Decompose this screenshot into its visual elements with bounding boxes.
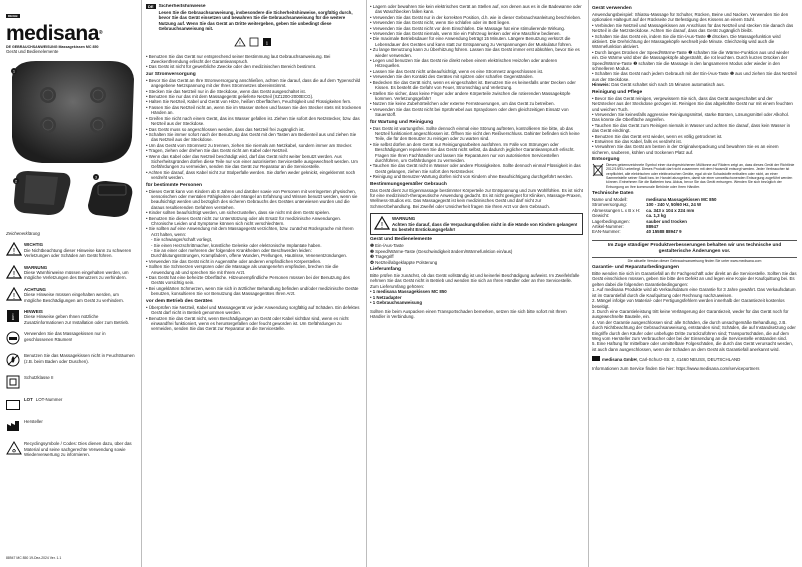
maintenance-bullet: • Das Gerät ist wartungsfrei. Sollte dennoch einmal eine Störung auftreten, kontrollieren Sie bitte, ob das Netzteil funktioniert angeschlossen ist. Öffnen Sie nicht den Reißverschluss. Dahinter befinden sich keine Teile, die für den Benutzer zu reinigen oder zu warten sind. [370,125,580,142]
use-text: • Durch langes Drücken der Speed/Wärme-Taste ❷ schalten Sie die Wärme-Funktion aus und wieder ein. Die Wärme wird über die Massageköpfe abgestrahlt, die rot leuchten. Durch kurzes Drücken der Speed/Wärme-Taste ❷ schalten Sie die Massage in den langsameren Modus oder wieder in den schnelleren Modus. [592,49,790,72]
manufacturer-address: medisana GmbH, Carl-Schurz-Str. 2, 41460 NEUSS, DEUTSCHLAND [592,356,797,362]
packaging-warning-row [374,216,579,232]
symbol-description [24,375,54,380]
svg-text:!: ! [239,41,241,47]
power-bullet: • Bevor Sie das Gerät an Ihre Stromversorgung anschließen, achten Sie darauf, dass die auf dem Typenschild angegebene Netzspannung mit der Ihres Stromnetzes übereinstimmt. [146,77,361,89]
symbol-row [6,287,136,303]
symbol-title: ACHTUNG [24,286,46,292]
persons-bullet: • Kinder sollten beaufsichtigt werden, um sicherzustellen, dass sie nicht mit dem Gerät spielen. [146,210,331,216]
warranty-item: 1. Auf medisana Produkte wird ab Verkaufsdatum eine Garantie für 3 Jahre gewährt. Das Verkaufsdatum ist im Garantiefall durch die Kaufquittung oder Rechnung nachzuweisen. [592,287,796,298]
symbol-row [6,353,136,369]
weee-bin-icon [592,163,604,182]
usage-bullet: • Die maximale Betriebsdauer für eine Anwendung beträgt 15 Minuten. Längere Benutzung verkürzt die Lebensdauer des Gerätes und kann statt zur Entspannung zu Verspannungen der Muskulatur führen. [370,36,572,47]
warning-icon [6,265,24,281]
scope-item: • 1 Netzadapter [370,294,402,300]
specs-table [592,197,722,235]
transport-damage-text: Sollten Sie beim Auspacken einen Transportschaden bemerken, setzen Sie sich bitte sofort mit Ihrem Händler in Verbindung. [370,308,567,319]
section-heading-controls: Gerät und Bedienelemente [370,237,432,243]
persons-subitem: - Sie schwanger/schaft vorliegt, [151,237,213,243]
section-heading-disposal: Entsorgung [592,157,620,163]
control-item: ❷ Speed/Wärme-Taste (Geschwindigkeit ändern/Wärmefunktion ein/aus) [370,248,513,254]
disposal-text: Dieses gekennzeichnete Symbol einer durchgestrichenen Mülltonne auf Rädern zeigt an, dass dieses Gerät der Richtlinie 2012/19/EU unterliegt. Dieses Produkt darf nicht zusammen mit dem Hausmüll entsorgt werden. Jeder Verbraucher ist verpflichtet, alle elektrischen oder elektronischen Geräte, egal ob sie Schadstoffe enthalten oder nicht, an einer Sammelstelle seiner Stadt bzw. im Handel abzugeben, damit sie einer umweltschonenden Entsorgung zugeführt werden können. Entnehmen Sie die Batterien bzw. Akkus, bevor Sie das Gerät entsorgen. Wenden Sie sich bezüglich der Entsorgung an Ihre kommunale Behörde oder Ihren Händler. [606,163,795,189]
product-subtitle: Gerät und Bedienelemente [6,49,59,54]
symbol-description [24,265,136,281]
usage-bullet: • Verwenden Sie das Gerät nicht bei Sprühnebel aus Spraydosen oder dem gleichzeitigen Einsatz von Sauerstoff. [370,106,569,118]
svg-text:i: i [11,312,15,323]
spec-label: Lagerbedingungen: [592,218,630,224]
power-bullet: • Tragen, ziehen oder drehen Sie das Gerät nicht am Kabel oder Netzteil. [146,148,289,154]
section-heading-power: zur Stromversorgung [146,71,196,77]
persons-subitem: - Sie einen Herzschrittmacher, künstliche Gelenke oder elektronische Implantate haben. [151,242,322,248]
symbol-row [6,242,136,258]
bathtub-prohibited-icon [6,331,24,347]
svg-text:!: ! [12,291,16,301]
persons-bullet: • Bei ungeklärten Schmerzen, wenn Sie sich in ärztlicher Behandlung befinden und/oder medizinische Geräte benutzen, konsultieren Sie vor Benutzung das Massagegerätes Ihren Arzt. [146,285,359,297]
symbol-text: LOT-Nummer [35,397,63,403]
symbol-row [6,265,136,281]
power-bullet: • Fassen Sie das Netzteil nicht an, wenn Sie im Wasser stehen und fassen Sie den Stecker stets mit trockenen Händen an. [146,104,362,116]
usage-bullet: • Verwenden Sie das Gerät nicht, wenn Sie schlafen oder im Bett liegen. [370,20,511,26]
symbol-description [24,353,136,364]
warranty-item: 2. Mängel infolge von Material- oder Fertigungsfehlern werden innerhalb der Garantiezeit kostenlos beseitigt. [592,298,785,309]
power-bullet: • Greifen Sie nicht nach einem Gerät, das ins Wasser gefallen ist. Ziehen Sie sofort den Netzstecker, bzw. das Netzteil aus der Steckdose. [146,115,360,127]
symbol-text: Benutzen Sie das Massagekissen nicht in Feuchträumen (z.B. beim Baden oder Duschen). [24,353,135,364]
symbol-text: Hersteller [24,419,43,425]
power-bullet: • Schalten Sie immer sofort nach der Benutzung das Gerät mit den Tasten am Bedienteil aus und ziehen Sie das Netzteil aus der Steckdose. [146,131,357,143]
persons-bullet: • Sie sollten auf eine Anwendung mit dem Massagegerät verzichten, bzw. zunächst Rücksprache mit Ihrem Arzt halten, wenn: [146,226,354,237]
scope-item: • 1 Gebrauchsanweisung [370,300,423,306]
warning-icon [6,242,24,258]
section-heading-warranty: Garantie- und Reparaturbedingungen [592,265,679,271]
cleaning-bullet: • Verwenden Sie keinesfalls aggressive Reinigungsmittel, starke Bürsten, Lösungsmittel oder Alkohol. Das könnte die Oberfläche angreifen. [592,111,790,123]
spec-value: ca. 343 x 104 x 224 mm [646,207,695,213]
warranty-item: 5. Eine Haftung für mittelbare oder unmittelbare Folgeschäden, die durch das Gerät verursacht werden, ist auch dann ausgeschlossen, wenn der Schaden an dem Gerät als Garantiefall anerkannt wird. [592,341,793,352]
use-text: • Schalten Sie das Gerät ein, indem Sie die Ein-/Aus-Taste ❶ drücken. Die Massagefunktion wird aktiviert. Die Drehrichtung der Massageköpfe wechselt jede Minute. Gleichzeitig wird auch die Wärmefunktion aktiviert. [592,33,781,50]
spec-label: EAN-Nummer: [592,229,621,235]
safety-title: Sicherheitshinweise [158,4,206,9]
svg-text:!: ! [12,247,16,257]
usage-bullet: • Bedecken Sie das Gerät nicht, wenn es eingeschaltet ist. Benutzen Sie es keinesfalls unter Decken oder Kissen. Es besteht die Gefahr von Feuer, Stromschlag und Verletzung. [370,79,576,91]
cleaning-bullet: • Bevor Sie das Gerät reinigen, vergewissern Sie sich, dass das Gerät ausgeschaltet und der Netzstecker aus der Steckdose gezogen ist. Reinigen Sie das abgekühlte Gerät nur mit einem feuchten und weichen Tuch. [592,95,793,112]
symbol-text: Die Nichtbeachtung dieser Hinweise kann zu schweren Verletzungen oder Schäden am Gerät führen. [24,247,132,259]
column-divider [366,0,367,567]
use-text: Anwendungsbeispiel: Shiatsu-Massage für Schulter, Rücken, Beine und Nacken. Verwenden Sie den optionalen Haltegurt auf der Rückseite zur Befestigung des Kissens an einem Stuhl. [592,12,789,23]
operation-bullet: • Überprüfen Sie Netzteil, Kabel und Massagegerät vor jeder Anwendung sorgfältig auf Schäden. Ein defektes Gerät darf nicht in Betrieb genommen werden. [146,304,360,316]
symbol-text: Verwenden Sie das Massagekissen nur in geschlossenen Räumen! [24,331,106,342]
symbol-description [24,331,136,342]
power-bullet: • Stecken Sie das Netzteil nur in die Steckdose, wenn das Gerät ausgeschaltet ist. [146,88,306,94]
section-heading-persons: für bestimmte Personen [146,182,202,188]
manufacturer-icon [6,419,24,435]
usage-bullet: • Verwenden Sie das Gerät nicht vor dem Einschlafen. Die Massage hat eine stimulierende Wirkung. [370,25,566,31]
cushion-front [12,61,134,163]
use-text: • Verbinden Sie Netzteil und Massagekissen am Anschluss für das Netzteil und stecken Sie danach das Netzteil in die Netzsteckdose. Achten Sie darauf, dass das Gerät zugänglich bleibt. [592,22,794,34]
symbol-text: Diese Hinweise müssen eingehalten werden, um mögliche Beschädigungen am Gerät zu verhindern. [24,292,125,303]
safety-bullet: • Das Gerät ist nicht für gewerbliche Zwecke oder den medizinischen Bereich bestimmt. [146,64,317,70]
warranty-intro: Bitte wenden Sie sich im Garantiefall an Ihr Fachgeschäft oder direkt an die Servicestelle. Sollten Sie das Gerät einschicken müssen, geben Sie bitte den Defekt an und legen eine Kopie der Kaufquittung bei. Es gelten dabei die folgenden Garantiebedingungen: [592,271,797,287]
svg-text:2: 2 [14,178,18,184]
persons-subitem: - Sie an einer oder mehreren der folgenden Krankheiten oder Beschwerden leiden: Durchblutungsstörungen, Krampfadern, offene Wunden, Prellungen, Hautrisse, Venenentzündungen. [151,248,348,259]
usage-bullet: • Zu lange Benutzung kann zu Überhitzung führen. Lassen Sie das Gerät immer erst abkühlen, bevor Sie es wieder verwenden. [370,47,580,58]
auto-off-text: Das Gerät schaltet sich nach 15 Minuten automatisch aus. [611,82,725,88]
symbol-title: HINWEIS [24,309,43,315]
safety-bullet: • Benutzen Sie das Gerät nur entsprechend seiner Bestimmung laut Gebrauchsanweisung. Bei Zweckentfremdung erlischt der Garantieanspruch. [146,53,331,65]
spec-value: 100 - 240 V, 50/60 Hz, 24 W [646,202,702,208]
spec-label: Gewicht: [592,213,610,219]
symbol-description [24,242,136,258]
usage-bullet: • Stellen Sie sicher, dass keine Finger oder andere Körperteile zwischen die rotierenden Massageköpfe kommen. Verletzungsgefahr! [370,90,571,101]
column-divider [141,0,142,567]
maintenance-bullet: • Sie selbst dürfen an dem Gerät nur Reinigungsarbeiten ausführen. Im Falle von Störungen oder Beschädigungen reparieren Sie das Gerät nicht selbst, da dadurch jeglicher Garantieanspruch erlischt. Fragen Sie Ihren Fachhändler und lassen Sie Reparaturen nur von autorisierten Servicestellen durchführen, um Gefährdungen zu vermeiden. [370,141,575,163]
packaging-warning-text [392,216,579,232]
svg-text:!: ! [380,221,384,231]
section-heading-maintenance: für Wartung und Reinigung [370,119,434,125]
operation-bullet: • Benutzen Sie das Gerät nicht, wenn Beschädigungen an Gerät oder Kabel sichtbar sind, wenn es nicht einwandfrei funktioniert, wenn es heruntergefallen oder feucht geworden ist. Um Gefährdungen zu vermeiden, senden Sie das Gerät zur Reparatur an die Servicestelle. [146,315,349,332]
use-text: • Schalten Sie das Gerät nach jedem Gebrauch mit der Ein-/Aus-Taste ❶ aus und ziehen Sie das Netzteil aus der Steckdose. [592,71,797,82]
packaging-warning-body: Achten Sie darauf, dass die Verpackungsfolien nicht in die Hände von Kindern gelangen! Es besteht Erstickungsgefahr! [392,221,578,233]
current-version-note: Die aktuelle Version dieser Gebrauchsanweisung finden Sie unter www.medisana.com [627,258,762,263]
cleaning-bullet: • Benutzen Sie das Gerät erst wieder, wenn es völlig getrocknet ist. [592,133,723,139]
power-bullet: • Benutzen Sie nur das mit dem Massagegerät gelieferte Netzteil (XZ1200-2000ECG). [146,94,314,100]
legend-caption: Zeichenerklärung [6,231,40,236]
spec-value: 88947 [646,223,659,229]
spec-value: ca. 1,3 kg [646,213,666,219]
usage-bullet: • Lagern oder bewahren Sie kein elektrisches Gerät an Stellen auf, von denen aus es in die Badewanne oder das Waschbecken fallen kann. [370,4,582,15]
usage-bullet: • Verwenden Sie den Kontakt des Gerätes mit spitzen oder scharfen Gegenständen. [370,74,534,80]
cleaning-bullet: • Tauchen Sie das Gerät zum Reinigen niemals in Wasser und achten Sie darauf, dass kein Wasser in das Gerät eindringt. [592,122,791,134]
language-badge: DE/GB [8,14,18,18]
no-water-icon [6,353,24,369]
warranty-item: 3. Durch eine Garantieleistung tritt keine Verlängerung der Garantiezeit, weder für das Gerät noch für ausgewechselte Bauteile, ein. [592,308,789,320]
warning-icon [6,287,24,303]
usage-bullet: • Nutzen Sie keine Zubehörteilchen oder externe Fernsteuerungen, um das Gerät zu betreiben. [370,101,555,107]
info-icon [6,309,24,325]
spec-label: Name und Modell: [592,196,628,202]
spec-value: sauber und trocken [646,218,687,224]
service-info: Informationen zum Service finden Sie hier: https://www.medisana.com/serviceportners [592,365,760,371]
svg-text:i: i [266,40,268,47]
column-device-overview [6,4,136,563]
warning-icon [374,216,392,232]
auto-off-label: Hinweis: [592,82,612,88]
power-bullet: • Um das Gerät vom Stromnetz zu trennen, ziehen Sie niemals am Netzkabel, sondern immer am Stecker. [146,142,353,148]
maintenance-bullet: • Tauchen Sie das Gerät nicht in Wasser oder andere Flüssigkeiten. Sollte dennoch einmal Flüssigkeit in das Gerät gelangen, ziehen Sie sofort den Netzstecker. [370,163,581,174]
section-heading-specs: Technische Daten [592,190,634,196]
column-safety [146,4,362,563]
column-divider [588,0,589,567]
brand-logo: medisana® [6,22,103,45]
language-badge-de: DE [148,4,154,9]
usage-bullet: • Verwenden Sie das Gerät niemals, wenn Sie ein Fahrzeug lenken oder eine Maschine bedienen. [370,31,561,37]
manufacturer-icon [592,356,600,361]
spec-label: Stromversorgung: [592,202,627,208]
auto-off-note [592,82,797,87]
safety-intro: Lesen Sie die Gebrauchsanweisung, insbesondere die Sicherheitshinweise, sorgfältig durch, bevor Sie das Gerät einsetzen und bewahren Sie die Gebrauchsanweisung für die weitere Nutzung auf. Wenn Sie das Gerät an Dritte weitergeben, geben Sie unbedingt diese Gebrauchsanweisung mit. [158,10,353,32]
class2-icon [6,375,24,391]
cleaning-bullet: • Verwahren Sie das Gerät am besten in der Originalverpackung und bewahren Sie es an einem sicheren, sauberen, kühlen und trockenen Platz auf. [592,144,779,155]
control-item: ❸ Tragegriff [370,254,394,260]
usage-bullet: • Lassen Sie das Gerät nicht unbeaufsichtigt, wenn es eine Stromnetz angeschlossen ist. [370,68,544,74]
symbol-row [6,309,136,325]
scope-intro: Zum Lieferumfang gehören: [370,283,425,289]
power-bullet: • Wenn das Kabel oder das Netzteil beschädigt wird, darf das Gerät nicht weiter benutzt werden. Aus Sicherheitsgründen dürfen diese Teile nur von einer autorisierten Servicestelle ausgewechselt werden. Um Gefährdungen zu vermeiden, senden Sie das Gerät zur Reparatur an die Servicestelle. [146,153,358,170]
column-operation [592,4,797,563]
section-heading-cleaning: Reinigung und Pflege [592,89,643,95]
specs-row [592,229,722,234]
packaging-warning-box [370,213,583,235]
safety-icons [146,34,362,52]
symbol-text: Diese Hinweise geben Ihnen nützliche Zusatzinformationen zur Installation oder zum Betrieb. [24,314,130,325]
cleaning-bullet: • Entwirren Sie das Kabel, falls es verdreht ist. [592,138,682,144]
symbol-row [6,419,136,435]
maintenance-bullet: • Reinigung und Benutzer-Wartung dürfen nicht von Kindern ohne Beaufsichtigung durchgeführt werden. [370,174,573,180]
section-heading-intended-use: Bestimmungsgemäßer Gebrauch [370,181,447,187]
symbol-description [24,441,136,457]
symbol-row [6,331,136,347]
spec-label: Artikel-Nummer: [592,223,624,229]
symbol-row [6,375,136,391]
persons-bullet: • Das Gerät hat eine beheizte Oberfläche. Hitzeunempfindliche Personen müssen bei der Benutzung des Geräts vorsichtig sein. [146,275,350,286]
section-heading-scope: Lieferumfang [370,267,401,273]
improvement-notice: Im Zuge ständiger Produktverbesserungen behalten wir uns technische und gestalterische Änderungen vor. [592,240,797,258]
persons-bullet: • Verwenden Sie das Gerät nicht in Augennähe oder anderen empfindlichen Körperstellen. [146,258,322,264]
warranty-item: 4. Von der Garantie ausgeschlossen sind: alle Schäden, die durch unsachgemäße Behandlung, z.B. durch Nichtbeachtung der Gebrauchsanweisung, entstanden sind; Schäden, die auf Instandsetzung oder Eingriffe durch den Käufer oder unbefugte Dritte zurückzuführen sind; Transportschäden, die auf dem Weg vom Hersteller zum Verbraucher oder bei der Einsendung an die Servicestelle entstanden sind. [592,319,796,341]
symbol-legend [6,242,136,457]
symbol-title: WARNUNG [24,264,48,270]
symbol-description [24,309,136,325]
disposal-row [592,163,797,189]
product-line: DE GEBRAUCHSANWEISUNG Massagekissen MC 850 [6,45,99,49]
device-illustration [6,57,136,229]
persons-bullet: • Dieses Gerät kann von Kindern ab 8 Jahren und darüber sowie von Personen mit verringerten physischen, sensorischen oder mentalen Fähigkeiten oder Mangel an Erfahrung und Wissen benutzt werden, wenn sie beaufsichtigt werden und bezüglich des sicheren Gebrauchs des Gerätes unterwiesen wurden und die daraus resultierenden Gefahren verstehen. [146,188,358,210]
column-maintenance [370,4,583,563]
power-bullet: • Halten Sie Netzteil, Kabel und Gerät von Hitze, heißen Oberflächen, Feuchtigkeit und Flüssigkeiten fern. [146,99,352,105]
symbol-description [24,419,43,424]
svg-text:3: 3 [94,174,98,180]
symbol-title: WICHTIG [24,242,44,248]
document-footer: 88947 MC 850 19-Dez-2024 Ver. 1.1 [6,555,62,560]
svg-text:1: 1 [12,68,16,74]
section-heading-use: Gerät verwenden [592,6,632,11]
power-bullet: • Das Gerät muss so angeschlossen werden, dass das Netzteil frei zugänglich ist. [146,126,305,132]
spec-label: Abmessungen L x B x H: [592,207,641,213]
control-item: ❶ Ein-/Aus-Taste [370,243,404,249]
symbol-title: LOT [24,397,33,403]
scope-item: • 1 medisana Massagekissen MC 850 [370,289,447,295]
symbol-text: Recyclingsymbole / Codes: Dies dienen dazu, über das Material und seine sachgerechte Verwendung sowie Wiederverwertung zu informieren. [24,441,132,458]
symbol-row [6,441,136,457]
book-icon [250,38,258,46]
symbol-row [6,397,136,413]
power-bullet: • Achten Sie darauf, dass Kabel nicht zur Stolperfalle werden. Sie dürfen weder geknickt, eingeklemmt noch verdreht werden. [146,169,356,181]
spec-value: medisana Massagekissen MC 850 [646,196,717,202]
section-heading-operation: vor dem Betrieb des Gerätes [146,298,213,304]
massage-cushion-illustration [6,57,136,229]
recycling-icon [6,441,24,457]
symbol-text: Schutzklasse II [24,375,54,381]
svg-text:!: ! [12,269,16,279]
symbol-text: Diese Warnhinweise müssen eingehalten werden, um mögliche Verletzungen des Benutzers zu verhindern. [24,270,129,281]
persons-bullet: • Benutzen Sie dieses Gerät nicht zur Unterstützung oder als Ersatz für medizinische Anwendungen. Chronische Leiden und Symptome können sich nicht verschlechtern. [146,215,342,226]
lot-icon [6,397,24,413]
packaging-warning-title: WARNUNG [392,216,416,222]
symbol-description [24,287,136,303]
symbol-description [24,397,62,402]
persons-bullet: • Sollten Sie Schmerzen verspüren oder die Massage als unangenehm empfinden, brechen Sie die Anwendung ab und sprechen Sie mit Ihrem Arzt. [146,264,339,275]
scope-text: Bitte prüfen Sie zunächst, ob das Gerät vollständig ist und keinerlei Beschädigung aufweist. Im Zweifelsfalle nehmen Sie das Gerät nicht in Betrieb und wenden Sie sich an Ihren Händler oder an Ihre Servicestelle. [370,273,580,284]
usage-bullet: • Legen und benutzen Sie das Gerät nie direkt neben einem elektrischen Heizofen oder anderen Hitzequellen. [370,58,558,69]
intended-use-text: Das Gerät dient zur Eigenmassage bestimmter Körperteile zur Entspannung und zum Wohlfühlen. Es ist nicht für eine medizinisch-therapeutische Anwendung gedacht. Es ist nicht geeignet für Kliniken, Massage-Praxen, Wellness-Studios etc. Das Massagegerät ist kein medizinisches Gerät und darf nicht zur Schmerzbehandlung. Bei Zweifel oder Unsicherheit fragen Sie Ihren Arzt vor dem Gebrauch. [370,187,583,209]
control-item: ❹ Netzteil/abgeklappte Polsterung [370,259,438,265]
spec-value: 40 15588 88947 9 [646,229,682,235]
usage-bullet: • Verwenden Sie das Gerät nur in der korrekten Position, d.h. wie in dieser Gebrauchsanleitung beschrieben. [370,14,582,20]
svg-text:♻: ♻ [11,448,17,455]
